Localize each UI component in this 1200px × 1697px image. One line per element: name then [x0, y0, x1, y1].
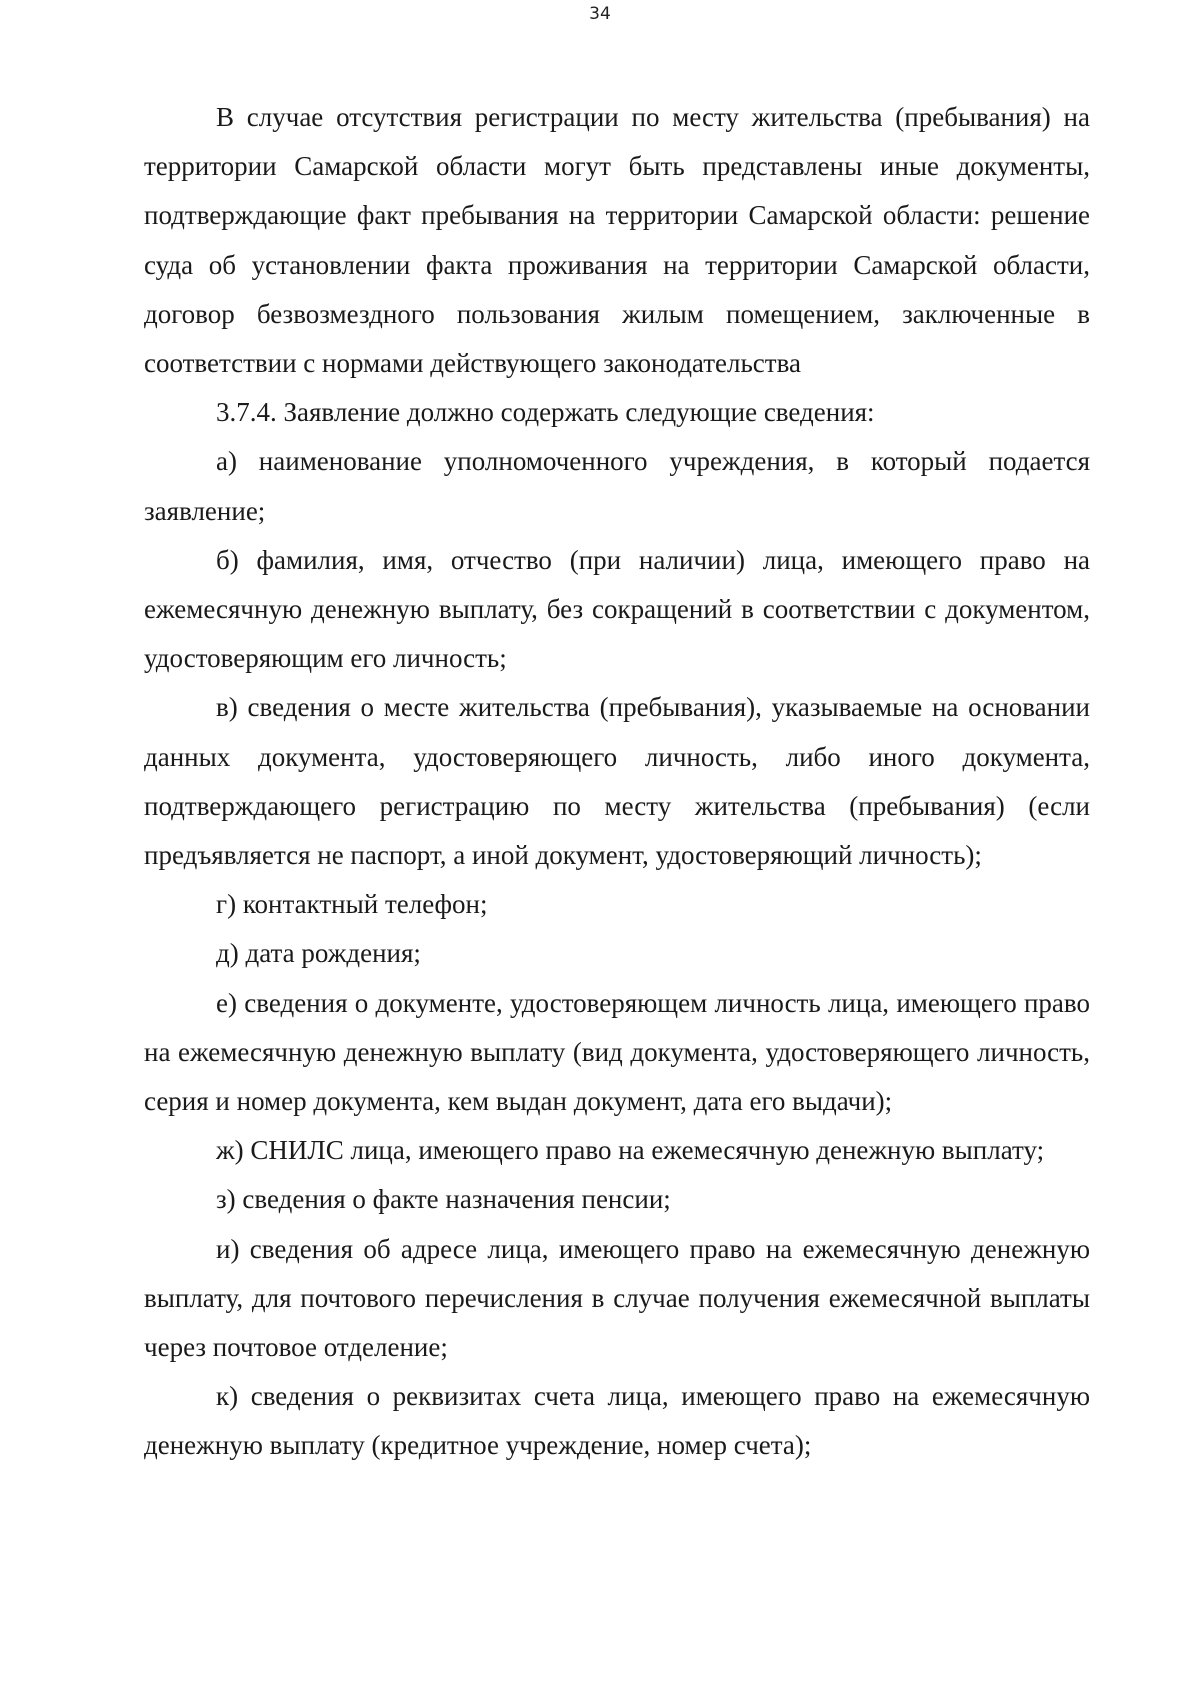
list-item-z: з) сведения о факте назначения пенсии; — [216, 1184, 671, 1215]
page-number: 34 — [589, 4, 611, 24]
document-body — [144, 93, 1090, 1471]
list-item-k: к) сведения о реквизитах счета лица, имеющего право на ежемесячную денежную выплату (кредитное учреждение, номер счета); — [144, 1381, 1090, 1461]
list-item-a: а) наименование уполномоченного учреждения, в который подается заявление; — [144, 446, 1090, 526]
list-item-v: в) сведения о месте жительства (пребывания), указываемые на основании данных документа, удостоверяющего личность, либо иного документа, подтверждающего регистрацию по месту жительства (пребывания) (если предъявляется не паспорт, а иной документ, удостоверяющий личность); — [144, 692, 1090, 871]
list-item-i: и) сведения об адресе лица, имеющего право на ежемесячную денежную выплату, для почтового перечисления в случае получения ежемесячной выплаты через почтовое отделение; — [144, 1233, 1090, 1363]
list-item-zh: ж) СНИЛС лица, имеющего право на ежемесячную денежную выплату; — [216, 1135, 1045, 1166]
list-item-b: б) фамилия, имя, отчество (при наличии) лица, имеющего право на ежемесячную денежную выплату, без сокращений в соответствии с документом, удостоверяющим его личность; — [144, 544, 1090, 674]
list-item-e: е) сведения о документе, удостоверяющем личность лица, имеющего право на ежемесячную денежную выплату (вид документа, удостоверяющего личность, серия и номер документа, кем выдан документ, дата его выдачи); — [144, 987, 1090, 1117]
paragraph-section-3-7-4: 3.7.4. Заявление должно содержать следующие сведения: — [216, 397, 875, 428]
list-item-g: г) контактный телефон; — [216, 889, 488, 920]
list-item-d: д) дата рождения; — [216, 938, 421, 969]
paragraph-residence-documents: В случае отсутствия регистрации по месту жительства (пребывания) на территории Самарской области могут быть представлены иные документы, подтверждающие факт пребывания на территории Самарской области: решение суда об установлении факта проживания на территории Самарской области, договор безвозмездного пользования жилым помещением, заключенные в соответствии с нормами действующего законодательства — [144, 102, 1090, 379]
